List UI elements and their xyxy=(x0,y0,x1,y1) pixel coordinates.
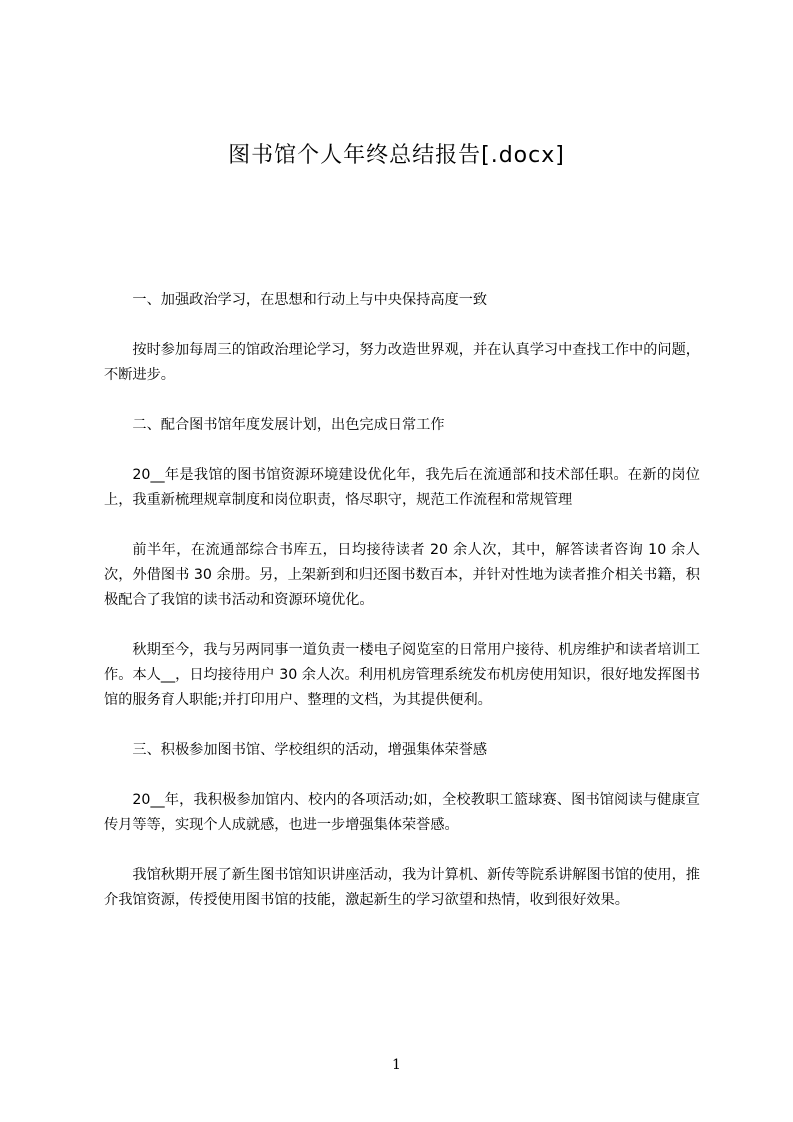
page-number: 1 xyxy=(392,1057,401,1073)
paragraph-2: 20__年是我馆的图书馆资源环境建设优化年，我先后在流通部和技术部任职。在新的岗位上，我重新梳理规章制度和岗位职责，恪尽职守，规范工作流程和常规管理 xyxy=(104,467,700,508)
document-title: 图书馆个人年终总结报告[.docx] xyxy=(228,143,565,168)
paragraph-6: 我馆秋期开展了新生图书馆知识讲座活动，我为计算机、新传等院系讲解图书馆的使用，推介我馆资源，传授使用图书馆的技能，激起新生的学习欲望和热情，收到很好效果。 xyxy=(104,867,700,908)
document-body xyxy=(104,288,700,938)
paragraph-4: 秋期至今，我与另两同事一道负责一楼电子阅览室的日常用户接待、机房维护和读者培训工作。本人__，日均接待用户 30 余人次。利用机房管理系统发布机房使用知识，很好地发挥图书馆的服务育人职能;并打印用户、整理的文档，为其提供便利。 xyxy=(104,642,700,708)
section-heading-2: 二、配合图书馆年度发展计划，出色完成日常工作 xyxy=(132,417,445,433)
section-heading-3: 三、积极参加图书馆、学校组织的活动，增强集体荣誉感 xyxy=(132,742,488,758)
paragraph-5: 20__年，我积极参加馆内、校内的各项活动;如，全校教职工篮球赛、图书馆阅读与健康宣传月等等，实现个人成就感，也进一步增强集体荣誉感。 xyxy=(104,792,700,833)
section-heading-1: 一、加强政治学习，在思想和行动上与中央保持高度一致 xyxy=(132,292,488,308)
paragraph-3: 前半年，在流通部综合书库五，日均接待读者 20 余人次，其中，解答读者咨询 10 余人次，外借图书 30 余册。另，上架新到和归还图书数百本，并针对性地为读者推介相关书籍，积极配合了我馆的读书活动和资源环境优化。 xyxy=(104,542,700,608)
paragraph-1: 按时参加每周三的馆政治理论学习，努力改造世界观，并在认真学习中查找工作中的问题，不断进步。 xyxy=(104,342,700,383)
